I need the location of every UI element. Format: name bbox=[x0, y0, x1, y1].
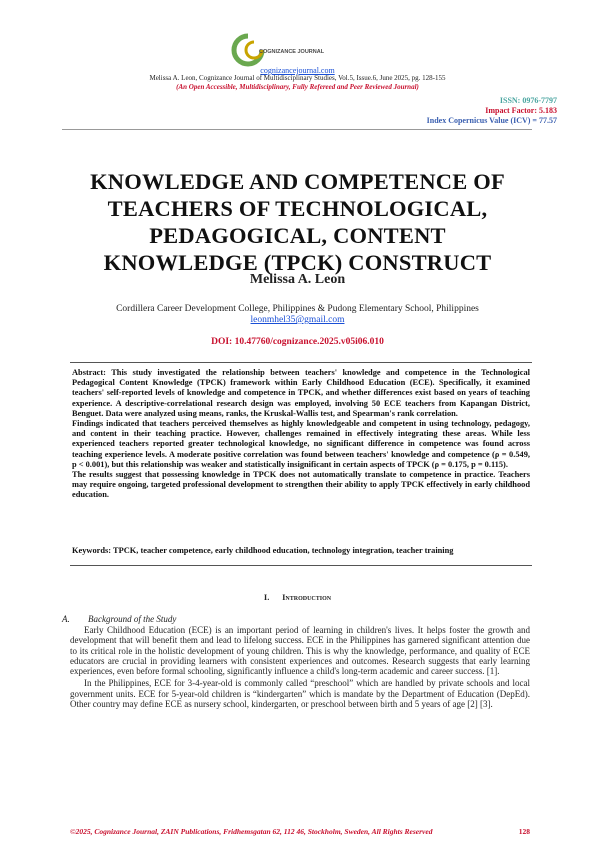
page-footer bbox=[70, 827, 530, 836]
logo-text: COGNIZANCE JOURNAL bbox=[259, 49, 325, 55]
body-text bbox=[70, 625, 530, 711]
abstract-paragraph: Findings indicated that teachers perceived themselves as highly knowledgeable and competent in using technology, pedagogy, and content in their teaching practice. However, challenges remained in effectively integrating these areas. While less experienced teachers reported greater technological knowledge, no significant difference in competence was found across teaching experience levels. A moderate positive correlation was found between teachers' knowledge and competence (ρ = 0.549, p < 0.001), but this relationship was weaker and statistically insignificant in certain aspects of TPCK (ρ = 0.175, p = 0.115). bbox=[72, 419, 530, 469]
section-number: I. bbox=[263, 592, 270, 602]
issn: ISSN: 0976-7797 bbox=[499, 96, 557, 105]
author-name: Melissa A. Leon bbox=[249, 272, 346, 287]
author-email-link[interactable]: leonmhel35@gmail.com bbox=[250, 315, 345, 325]
title-line: KNOWLEDGE AND COMPETENCE OF bbox=[90, 169, 505, 194]
body-paragraph: In the Philippines, ECE for 3-4-year-old is commonly called “preschool” which are handled by private schools and local government units. ECE for 5-year-old children is “kindergarten” which is mandate by the Department of Education (DepEd). Other country may define ECE as nursery school, kindergarten, or preschool between birth and 5 years of age [2] [3]. bbox=[70, 678, 530, 710]
section-title: Introduction bbox=[282, 592, 332, 602]
subsection-title: Background of the Study bbox=[88, 614, 177, 624]
header-divider bbox=[62, 129, 532, 130]
keywords-bottom-rule bbox=[70, 565, 532, 566]
journal-site-link[interactable]: cognizancejournal.com bbox=[260, 66, 335, 75]
abstract-paragraph: The results suggest that possessing knowledge in TPCK does not automatically translate to competence in practice. Teachers may require ongoing, targeted professional development to strengthen their ability to apply TPCK effectively in early childhood education. bbox=[72, 470, 530, 500]
paper-title bbox=[60, 168, 535, 276]
title-line: KNOWLEDGE (TPCK) CONSTRUCT bbox=[103, 250, 492, 275]
title-line: TEACHERS OF TECHNOLOGICAL, bbox=[107, 196, 488, 221]
icv-value: Index Copernicus Value (ICV) = 77.57 bbox=[426, 116, 557, 125]
copyright-text: ©2025, Cognizance Journal, ZAIN Publications, Fridhemsgatan 62, 112 46, Stockholm, Sweden, All Rights Reserved bbox=[70, 827, 433, 836]
body-paragraph: Early Childhood Education (ECE) is an important period of learning in children's lives. It helps foster the growth and development that will benefit them and lead to lifelong success. ECE in the Philippines has garnered significant attention due to its critical role in the holistic development of young children. This is why the knowledge, performance, and quality of ECE educators are crucial in providing learners with consistent experiences and outcomes. Research suggests that early learning experiences, even before formal schooling, significantly influence a child's long-term academic and career success. [1]. bbox=[70, 625, 530, 677]
subsection-number: A. bbox=[62, 614, 70, 624]
abstract-paragraph: Abstract: This study investigated the relationship between teachers' knowledge and competence in the Technological Pedagogical Content Knowledge (TPCK) framework within Early Childhood Education (ECE). Specifically, it examined teachers' self-reported levels of knowledge and competence in TPCK, and whether differences exist based on years of teaching experience. A descriptive-correlational research design was employed, involving 50 ECE teachers from Kapangan District, Benguet. Data were analyzed using means, ranks, the Kruskal-Wallis test, and Spearman's rank correlation. bbox=[72, 368, 530, 418]
open-access-note: (An Open Accessible, Multidisciplinary, Fully Refereed and Peer Reviewed Journal) bbox=[176, 83, 419, 91]
subsection-heading bbox=[62, 614, 176, 624]
section-heading bbox=[0, 592, 595, 602]
keywords: Keywords: TPCK, teacher competence, early childhood education, technology integration, teacher training bbox=[72, 546, 454, 555]
affiliation: Cordillera Career Development College, Philippines & Pudong Elementary School, Philippines bbox=[116, 304, 479, 314]
impact-factor: Impact Factor: 5.183 bbox=[485, 106, 557, 115]
abstract-top-rule bbox=[70, 362, 532, 363]
doi-link[interactable]: DOI: 10.47760/cognizance.2025.v05i06.010 bbox=[211, 337, 384, 347]
page-number: 128 bbox=[518, 827, 530, 836]
journal-logo bbox=[228, 32, 325, 68]
citation-line: Melissa A. Leon, Cognizance Journal of Multidisciplinary Studies, Vol.5, Issue.6, June 2025, pg. 128-155 bbox=[149, 74, 446, 82]
abstract bbox=[72, 368, 530, 501]
title-line: PEDAGOGICAL, CONTENT bbox=[149, 223, 446, 248]
